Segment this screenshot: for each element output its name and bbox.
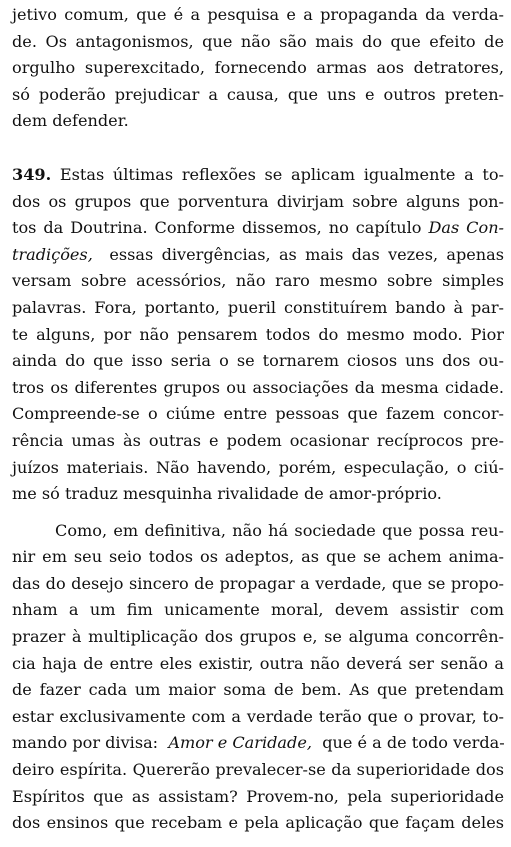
text-line: prazer à multiplicação dos grupos e, se alguma concorrên-	[12, 627, 504, 647]
text-line: dos ensinos que recebam e pela aplicação que façam deles	[12, 813, 504, 833]
text-line	[12, 242, 504, 269]
text-line: de fazer cada um maior soma de bem. As que pretendam	[12, 680, 504, 700]
text-line: estar exclusivamente com a verdade terão que o provar, to-	[12, 706, 504, 726]
text-line: jetivo comum, que é a pesquisa e a propaganda da verda-	[12, 5, 504, 24]
text-line: versam sobre acessórios, não raro mesmo sobre simples	[12, 271, 504, 291]
text-line: deiro espírita. Quererão prevalecer-se da superioridade dos	[12, 760, 504, 780]
text-line	[12, 215, 504, 242]
text-run: Estas últimas reflexões se aplicam igualmente a to-	[51, 164, 504, 184]
text-line: Espíritos que as assistam? Provem-no, pela superioridade	[12, 786, 504, 806]
text-line	[12, 730, 504, 757]
text-line: Como, em definitiva, não há sociedade que possa reu-	[55, 520, 504, 540]
chapter-title-italic: Das Con-	[428, 218, 504, 238]
motto-italic: Amor e Caridade,	[168, 733, 312, 753]
paragraph-gap	[12, 135, 504, 162]
text-line: te alguns, por não pensarem todos do mesmo modo. Pior	[12, 324, 504, 344]
text-line: nham a um fim unicamente moral, devem assistir com	[12, 600, 504, 620]
text-line: nir em seu seio todos os adeptos, as que se achem anima-	[12, 547, 504, 567]
text-run: tos da Doutrina. Conforme dissemos, no capítulo	[12, 218, 429, 238]
text-line: orgulho superexcitado, fornecendo armas aos detratores,	[12, 58, 504, 78]
text-line: das do desejo sincero de propagar a verdade, que se propo-	[12, 573, 504, 593]
book-page	[12, 0, 504, 837]
text-line: rência umas às outras e podem ocasionar recíprocos pre-	[12, 430, 504, 450]
text-line: Compreende-se o ciúme entre pessoas que fazem concor-	[12, 404, 504, 424]
text-line: ainda do que isso seria o se tornarem ciosos uns dos ou-	[12, 351, 504, 371]
item-number: 349.	[12, 164, 52, 184]
paragraph-continued	[12, 2, 504, 135]
text-line: de. Os antagonismos, que não são mais do que efeito de	[12, 31, 504, 51]
text-line: juízos materiais. Não havendo, porém, especulação, o ciú-	[12, 457, 504, 477]
chapter-title-italic: tradições,	[12, 244, 93, 264]
paragraph-indented	[12, 518, 504, 837]
paragraph-349	[12, 162, 504, 508]
text-line: palavras. Fora, portanto, pueril constituírem bando à par-	[12, 297, 504, 317]
text-line	[12, 162, 504, 189]
text-run: essas divergências, as mais das vezes, apenas	[109, 244, 504, 264]
text-line: dem defender.	[12, 111, 129, 131]
text-line: me só traduz mesquinha rivalidade de amor-próprio.	[12, 484, 442, 504]
text-line: cia haja de entre eles existir, outra não deverá ser senão a	[12, 653, 504, 673]
text-line: só poderão prejudicar a causa, que uns e outros preten-	[12, 84, 504, 104]
text-line: dos os grupos que porventura divirjam sobre alguns pon-	[12, 191, 504, 211]
text-run: que é a de todo verda-	[322, 733, 505, 753]
text-line: tros os diferentes grupos ou associações da mesma cidade.	[12, 377, 504, 397]
text-run: mando por divisa:	[12, 733, 164, 753]
